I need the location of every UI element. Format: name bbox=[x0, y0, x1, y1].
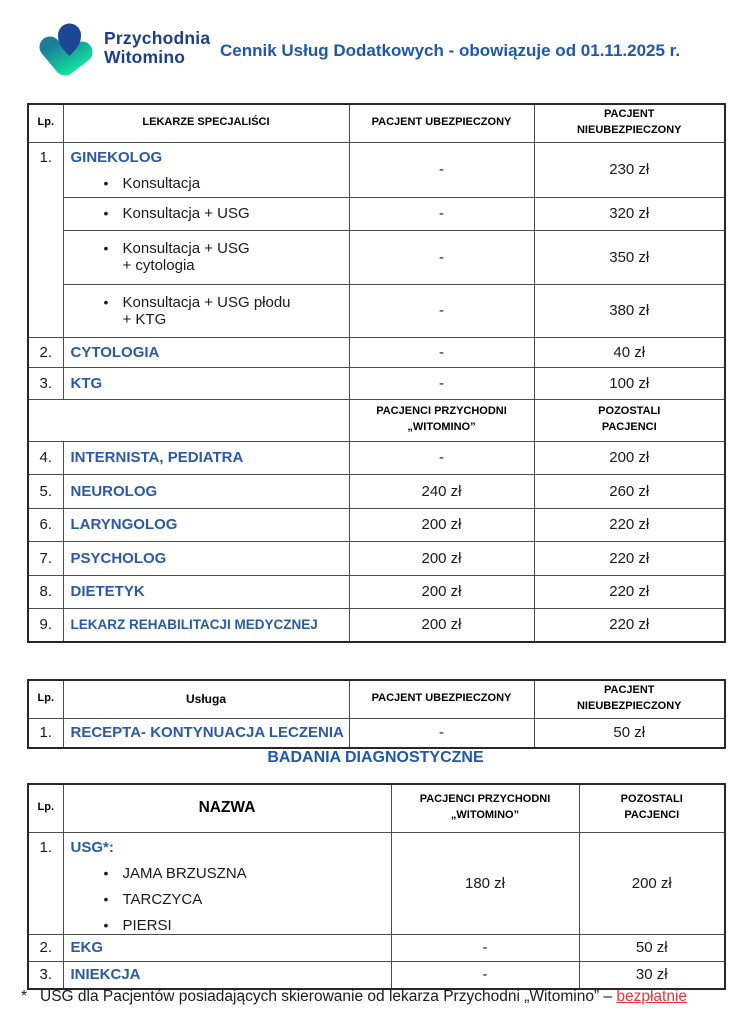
table-row bbox=[28, 541, 725, 575]
row-number: 1. bbox=[28, 718, 63, 748]
services-table bbox=[27, 679, 726, 749]
service-item bbox=[71, 240, 349, 257]
col-header-uninsured: PACJENT NIEUBEZPIECZONY bbox=[534, 680, 725, 718]
clinic-logo bbox=[36, 20, 100, 89]
service-label-line2: + KTG bbox=[122, 310, 167, 328]
row-number: 7. bbox=[28, 541, 63, 575]
price-uninsured: 50 zł bbox=[534, 718, 725, 748]
service-name-cell bbox=[63, 197, 349, 230]
price-witomino: 200 zł bbox=[349, 608, 534, 642]
price-others: 200 zł bbox=[534, 441, 725, 474]
specialty-name: LEKARZ REHABILITACJI MEDYCZNEJ bbox=[63, 608, 349, 642]
specialty-name: KTG bbox=[63, 367, 349, 399]
price-insured: - bbox=[349, 284, 534, 337]
service-label: Konsultacja + USG bbox=[122, 205, 250, 222]
price-others: 200 zł bbox=[579, 832, 725, 934]
bullet-icon: • bbox=[103, 174, 109, 191]
service-item bbox=[71, 205, 349, 222]
service-name: RECEPTA- KONTYNUACJA LECZENIA bbox=[63, 718, 349, 748]
section-title-diagnostics: BADANIA DIAGNOSTYCZNE bbox=[267, 749, 484, 766]
table-row bbox=[28, 142, 725, 197]
exam-label: TARCZYCA bbox=[122, 890, 203, 908]
bullet-icon: • bbox=[103, 916, 109, 933]
specialty-name: DIETETYK bbox=[63, 575, 349, 608]
col-header-uninsured: PACJENT NIEUBEZPIECZONY bbox=[534, 104, 725, 142]
price-insured: - bbox=[349, 197, 534, 230]
table-row bbox=[28, 934, 725, 961]
service-label: Konsultacja + USG bbox=[122, 240, 250, 257]
table-header-row bbox=[28, 104, 725, 142]
heart-drops-logo-icon bbox=[36, 20, 100, 84]
price-uninsured: 40 zł bbox=[534, 337, 725, 367]
brand-name bbox=[104, 29, 210, 67]
service-item bbox=[71, 175, 349, 192]
table-row bbox=[28, 832, 725, 934]
col-header-specialists: LEKARZE SPECJALIŚCI bbox=[63, 104, 349, 142]
price-others: 220 zł bbox=[534, 508, 725, 541]
row-number: 9. bbox=[28, 608, 63, 642]
price-witomino: 200 zł bbox=[349, 541, 534, 575]
specialty-name: NEUROLOG bbox=[63, 474, 349, 508]
table-header-row bbox=[28, 680, 725, 718]
row-number: 2. bbox=[28, 934, 63, 961]
exam-name: INIEKCJA bbox=[63, 961, 391, 989]
bullet-icon: • bbox=[103, 864, 109, 881]
col-subheader-other-patients: POZOSTALI PACJENCI bbox=[534, 399, 725, 441]
row-number: 3. bbox=[28, 367, 63, 399]
price-witomino: 200 zł bbox=[349, 508, 534, 541]
table-row bbox=[28, 441, 725, 474]
brand-name-line1: Przychodnia bbox=[104, 28, 211, 48]
table-row bbox=[28, 474, 725, 508]
row-number: 4. bbox=[28, 441, 63, 474]
price-witomino: - bbox=[391, 961, 579, 989]
exam-item bbox=[71, 917, 391, 934]
bullet-icon: • bbox=[103, 293, 109, 310]
footnote-marker: * bbox=[21, 988, 28, 1005]
price-witomino: - bbox=[391, 934, 579, 961]
price-witomino: 240 zł bbox=[349, 474, 534, 508]
specialty-name: PSYCHOLOG bbox=[63, 541, 349, 575]
price-insured: - bbox=[349, 230, 534, 284]
price-uninsured: 380 zł bbox=[534, 284, 725, 337]
table-row bbox=[28, 337, 725, 367]
col-header-insured: PACJENT UBEZPIECZONY bbox=[349, 104, 534, 142]
price-uninsured: 230 zł bbox=[534, 142, 725, 197]
row-number: 8. bbox=[28, 575, 63, 608]
price-witomino: 200 zł bbox=[349, 575, 534, 608]
table-row bbox=[28, 284, 725, 337]
exam-label: JAMA BRZUSZNA bbox=[122, 864, 247, 882]
col-header-insured: PACJENT UBEZPIECZONY bbox=[349, 680, 534, 718]
price-insured: - bbox=[349, 718, 534, 748]
footnote-highlight: bezpłatnie bbox=[616, 988, 688, 1005]
row-number: 6. bbox=[28, 508, 63, 541]
exam-item bbox=[71, 891, 391, 908]
exam-name: EKG bbox=[63, 934, 391, 961]
price-witomino: 180 zł bbox=[391, 832, 579, 934]
empty-cell bbox=[28, 399, 349, 441]
table-row bbox=[28, 608, 725, 642]
table-row bbox=[28, 508, 725, 541]
table-row bbox=[28, 230, 725, 284]
col-header-lp: Lp. bbox=[28, 680, 63, 718]
exam-label: PIERSI bbox=[122, 916, 172, 934]
row-number: 2. bbox=[28, 337, 63, 367]
diagnostics-table bbox=[27, 783, 726, 990]
table-row bbox=[28, 961, 725, 989]
price-insured: - bbox=[349, 337, 534, 367]
table-header-row bbox=[28, 784, 725, 832]
service-label: Konsultacja bbox=[122, 174, 201, 192]
exam-name-cell bbox=[63, 832, 391, 934]
row-number: 5. bbox=[28, 474, 63, 508]
service-label-line2: + cytologia bbox=[122, 257, 195, 274]
price-others: 220 zł bbox=[534, 575, 725, 608]
specialty-name: LARYNGOLOG bbox=[63, 508, 349, 541]
price-others: 50 zł bbox=[579, 934, 725, 961]
table-subheader-row bbox=[28, 399, 725, 441]
price-uninsured: 100 zł bbox=[534, 367, 725, 399]
row-number: 3. bbox=[28, 961, 63, 989]
price-insured: - bbox=[349, 367, 534, 399]
exam-item bbox=[71, 865, 391, 882]
bullet-icon: • bbox=[103, 205, 109, 221]
table-row bbox=[28, 718, 725, 748]
price-others: 260 zł bbox=[534, 474, 725, 508]
footnote-text: USG dla Pacjentów posiadających skierowanie od lekarza Przychodni „Witomino” – bbox=[40, 988, 617, 1005]
price-others: 220 zł bbox=[534, 541, 725, 575]
table-row bbox=[28, 197, 725, 230]
service-name-cell bbox=[63, 230, 349, 284]
col-header-witomino-patients: PACJENCI PRZYCHODNI „WITOMINO” bbox=[391, 784, 579, 832]
specialists-table bbox=[27, 103, 726, 643]
row-number: 1. bbox=[28, 142, 63, 337]
price-others: 30 zł bbox=[579, 961, 725, 989]
row-number: 1. bbox=[28, 832, 63, 934]
col-header-service: Usługa bbox=[63, 680, 349, 718]
table-row bbox=[28, 575, 725, 608]
col-header-name: NAZWA bbox=[63, 784, 391, 832]
price-others: 220 zł bbox=[534, 608, 725, 642]
brand-name-line2: Witomino bbox=[104, 47, 186, 67]
page-title: Cennik Usług Dodatkowych - obowiązuje od 01.11.2025 r. bbox=[220, 41, 681, 60]
exam-name: USG*: bbox=[70, 838, 114, 856]
specialty-name: INTERNISTA, PEDIATRA bbox=[63, 441, 349, 474]
table-row bbox=[28, 367, 725, 399]
col-header-other-patients: POZOSTALI PACJENCI bbox=[579, 784, 725, 832]
price-uninsured: 320 zł bbox=[534, 197, 725, 230]
col-header-lp: Lp. bbox=[28, 784, 63, 832]
col-header-lp: Lp. bbox=[28, 104, 63, 142]
service-name-cell bbox=[63, 142, 349, 197]
col-subheader-witomino-patients: PACJENCI PRZYCHODNI „WITOMINO” bbox=[349, 399, 534, 441]
service-label: Konsultacja + USG płodu bbox=[122, 293, 291, 311]
service-item bbox=[71, 294, 349, 311]
bullet-icon: • bbox=[103, 890, 109, 907]
service-name-cell bbox=[63, 284, 349, 337]
specialty-name: GINEKOLOG bbox=[70, 148, 163, 166]
specialty-name: CYTOLOGIA bbox=[63, 337, 349, 367]
bullet-icon: • bbox=[103, 240, 109, 256]
price-uninsured: 350 zł bbox=[534, 230, 725, 284]
price-witomino: - bbox=[349, 441, 534, 474]
price-insured: - bbox=[349, 142, 534, 197]
footnote bbox=[21, 988, 687, 1006]
